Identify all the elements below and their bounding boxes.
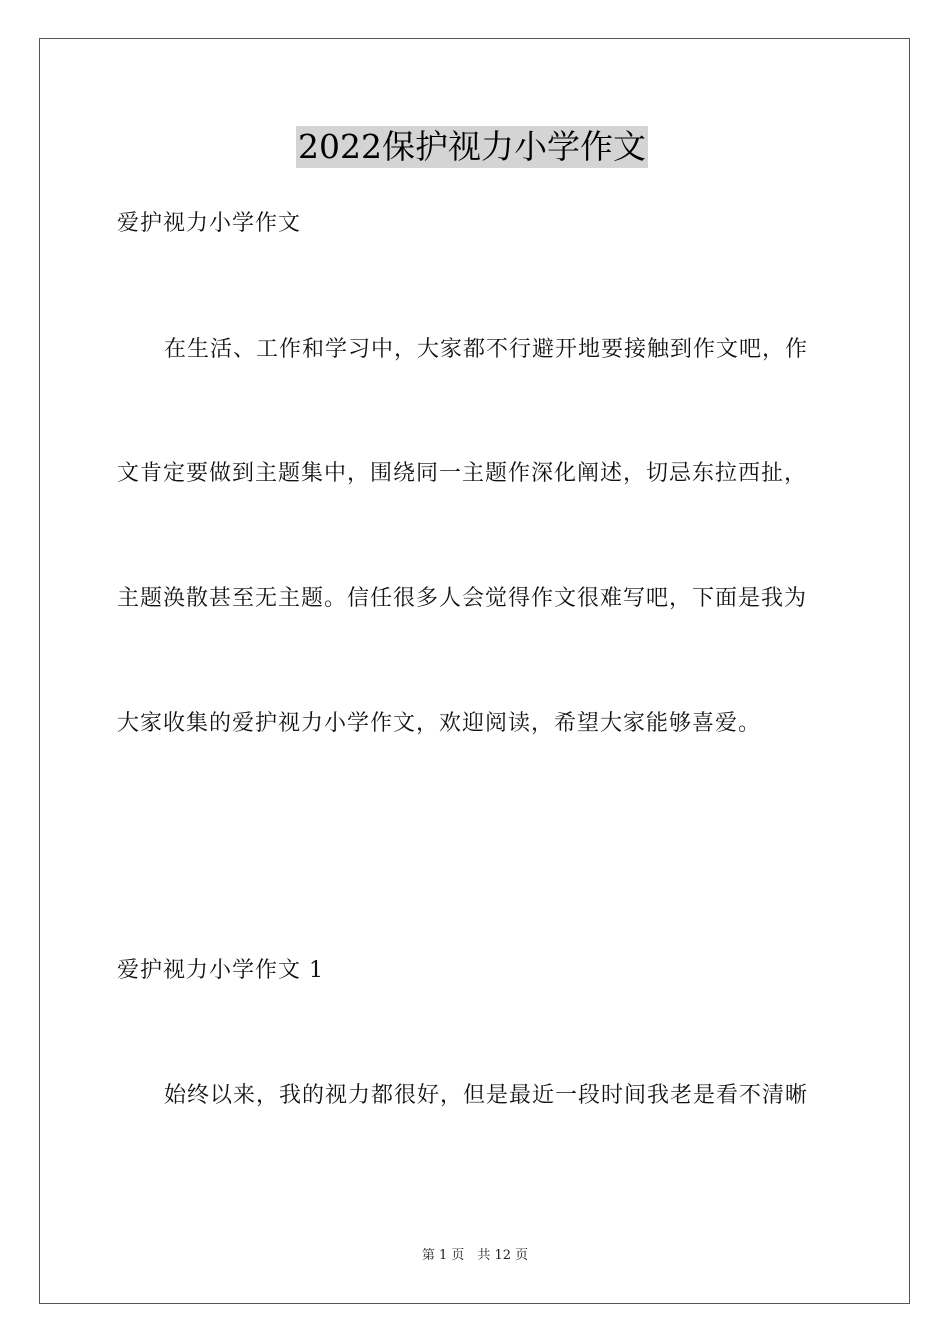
document-title: 2022保护视力小学作文 [298,127,646,166]
intro-line-3: 主题涣散甚至无主题。信任很多人会觉得作文很难写吧，下面是我为 [117,586,808,611]
document-subtitle: 爱护视力小学作文 [117,211,302,236]
intro-line-4: 大家收集的爱护视力小学作文，欢迎阅读，希望大家能够喜爱。 [117,711,762,736]
page-number-footer: 第 1 页 共 12 页 [421,1248,529,1263]
section-1-line-1: 始终以来，我的视力都很好，但是最近一段时间我老是看不清晰 [164,1083,809,1108]
section-heading-1: 爱护视力小学作文 1 [117,958,324,983]
intro-line-2: 文肯定要做到主题集中，围绕同一主题作深化阐述，切忌东拉西扯， [117,461,808,486]
intro-line-1: 在生活、工作和学习中，大家都不行避开地要接触到作文吧，作 [164,337,809,362]
